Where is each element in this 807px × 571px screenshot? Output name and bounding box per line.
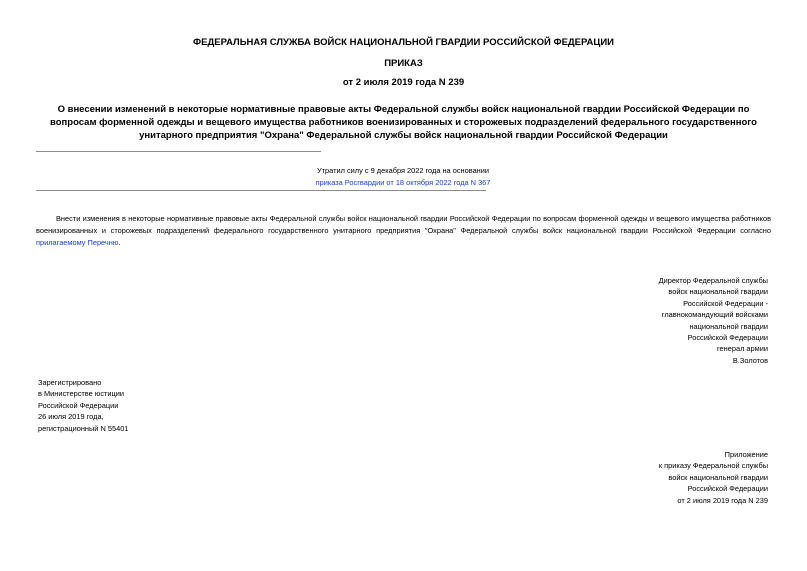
appendix-line: Приложение (724, 450, 768, 459)
status-note-text: Утратил силу с 9 декабря 2022 года на основании (316, 166, 490, 175)
registration-line: в Министерстве юстиции (38, 389, 125, 399)
signature-line: Российской Федерации - (683, 298, 768, 308)
body-paragraph (36, 213, 771, 249)
signature-line: Российской Федерации (687, 333, 768, 343)
appendix-header (568, 449, 768, 506)
appendix-list-link[interactable]: прилагаемому Перечню (36, 238, 119, 247)
signature-name: В.Золотов (732, 355, 768, 365)
body-end: . (118, 238, 121, 247)
signature-block (568, 275, 768, 366)
appendix-line: к приказу Федеральной службы (658, 461, 768, 471)
signature-line: генерал армии (717, 344, 768, 354)
signature-line: национальной гвардии (689, 321, 768, 331)
status-note (200, 165, 606, 189)
appendix-line: от 2 июля 2019 года N 239 (677, 495, 768, 505)
signature-line: главнокомандующий войсками (661, 310, 768, 320)
divider-top (36, 151, 321, 152)
appendix-line: войск национальной гвардии (668, 472, 768, 482)
repeal-order-link[interactable]: приказа Росгвардии от 18 октября 2022 года N 367 (315, 178, 491, 187)
registration-line: 26 июля 2019 года, (38, 412, 104, 422)
body-text: Внести изменения в некоторые нормативные правовые акты Федеральной службы войск национальной гвардии Российской Федерации по вопросам форменной одежды и вещевого имущества работников военизированных и сторожевых подразделений федерального государственного унитарного предприятия "Охрана" Федеральной службы войск национальной гвардии Российской Федерации согласно (36, 214, 771, 235)
document-type: ПРИКАЗ (384, 58, 423, 69)
divider-bottom (36, 190, 486, 191)
document-date: от 2 июля 2019 года N 239 (342, 77, 465, 88)
signature-line: Директор Федеральной службы (658, 276, 768, 285)
registration-line: Зарегистрировано (38, 378, 102, 387)
document-title: О внесении изменений в некоторые нормативные правовые акты Федеральной службы войск национальной гвардии Российской Федерации по вопросам форменной одежды и вещевого имущества работников военизированных и сторожевых подразделений федерального государственного унитарного предприятия "Охрана" Федеральной службы войск национальной гвардии Российской Федерации (50, 104, 757, 141)
agency-heading: ФЕДЕРАЛЬНАЯ СЛУЖБА ВОЙСК НАЦИОНАЛЬНОЙ ГВАРДИИ РОССИЙСКОЙ ФЕДЕРАЦИИ (193, 37, 614, 48)
registration-block (38, 377, 238, 434)
registration-line: Российской Федерации (38, 400, 119, 410)
appendix-line: Российской Федерации (687, 484, 768, 494)
signature-line: войск национальной гвардии (668, 287, 768, 297)
registration-line: регистрационный N 55401 (38, 423, 129, 433)
